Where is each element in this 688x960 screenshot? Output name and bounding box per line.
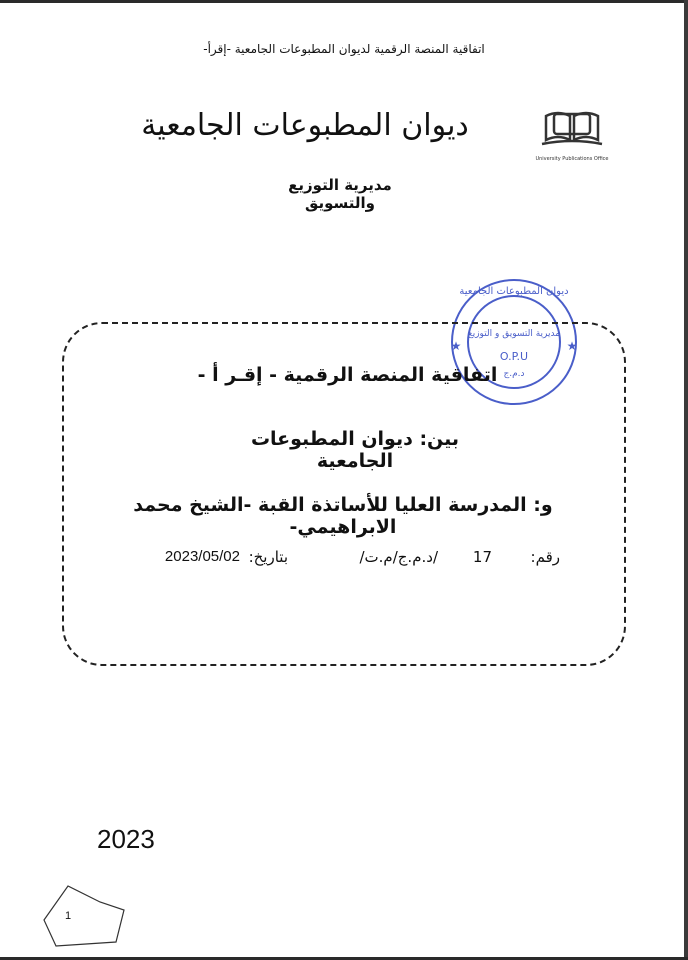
stamp-text: ديوان المطبوعات الجامعية <box>459 286 569 297</box>
page-number: 1 <box>64 910 72 922</box>
organization-title: ديوان المطبوعات الجامعية <box>141 108 469 143</box>
stamp-code: O.P.U <box>499 350 529 363</box>
document-year: 2023 <box>97 824 155 854</box>
reference-code: /د.م.ج/م.ت/ <box>359 548 438 566</box>
page-right-border <box>684 0 688 960</box>
agreement-date: 2023/05/02 <box>164 548 240 565</box>
date-label: بتاريخ: <box>248 548 288 566</box>
header-line: اتفاقية المنصة الرقمية لديوان المطبوعات الجامعية -إقرأ- <box>203 42 485 56</box>
organization-subtitle: مديرية التوزيع والتسويق <box>288 176 392 212</box>
stamp-subtext: مديرية التسويق و التوزيع <box>467 329 561 339</box>
svg-text:★: ★ <box>566 339 578 353</box>
reference-label: رقم: <box>530 548 560 566</box>
svg-text:★: ★ <box>450 339 462 353</box>
page-top-border <box>0 0 688 3</box>
reference-row <box>140 548 560 572</box>
page-number-badge-icon <box>40 880 130 952</box>
stamp-code-ar: د.م.ج <box>503 369 525 379</box>
reference-number: 17 <box>472 548 492 566</box>
agreement-party-one: بين: ديوان المطبوعات الجامعية <box>250 428 460 472</box>
logo-english-label: University Publications Office <box>535 156 609 162</box>
book-logo-icon <box>532 100 612 180</box>
agreement-party-two: و: المدرسة العليا للأساتذة القبة -الشيخ محمد الابراهيمي- <box>133 494 553 538</box>
agreement-title: اتفاقية المنصة الرقمية - إقـر أ - <box>197 364 498 386</box>
